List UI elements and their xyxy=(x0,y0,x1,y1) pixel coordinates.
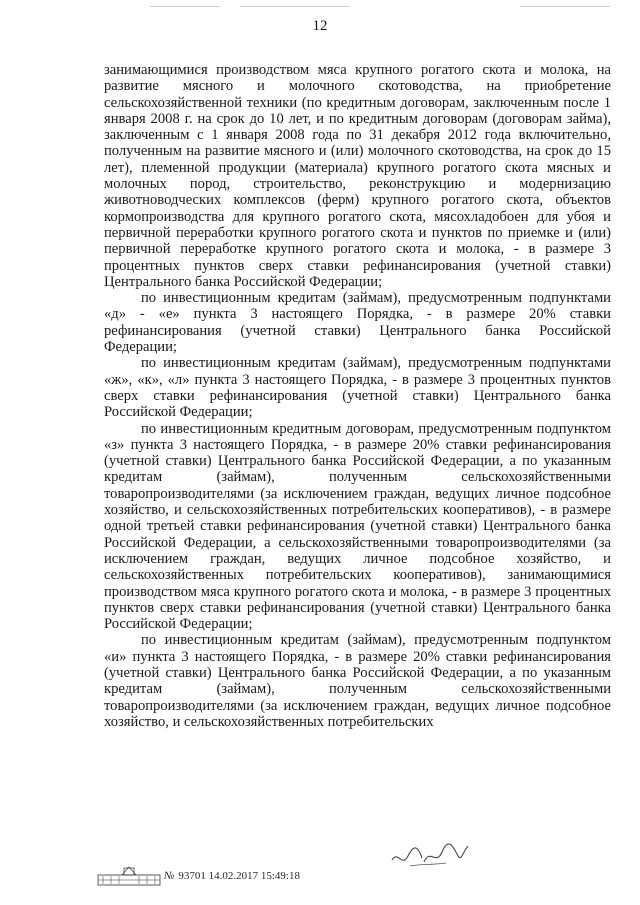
registration-number-date: 93701 14.02.2017 15:49:18 xyxy=(178,870,300,882)
paragraph-z: по инвестиционным кредитным договорам, предусмотренным подпунктом «з» пункта 3 настоящего Порядка, - в размере 20% ставки рефинансирования (учетной ставки) Центрального банка Российской Федерации, а по указанным кредитам (займам), полученным сельскохозяйственными товаропроизводителями (за исключением граждан, ведущих личное подсобное хозяйство, и сельскохозяйственных потребительских кооперативов), - в размере одной третьей ставки рефинансирования (учетной ставки) Центрального банка Российской Федерации, а сельскохозяйственными товаропроизводителями (за исключением граждан, ведущих личное подсобное хозяйство, и сельскохозяйственных потребительских кооперативов), занимающимися производством мяса крупного рогатого скота и молока, - в размере 3 процентных пунктов сверх ставки рефинансирования (учетной ставки) Центрального банка Российской Федерации; xyxy=(104,420,611,633)
number-sign: № xyxy=(164,870,175,882)
paragraph-zh-k-l: по инвестиционным кредитам (займам), предусмотренным подпунктами «ж», «к», «л» пункта 3 настоящего Порядка, - в размере 3 процентных пунктов сверх ставки рефинансирования (учетной ставки) Центрального банка Российской Федерации; xyxy=(104,355,611,421)
scan-artifact xyxy=(150,6,220,7)
page-number: 12 xyxy=(312,18,328,34)
scan-artifact xyxy=(240,6,350,7)
paragraph-i: по инвестиционным кредитам (займам), предусмотренным подпунктом «и» пункта 3 настоящего Порядка, - в размере 20% ставки рефинансирования (учетной ставки) Центрального банка Российской Федерации, а по указанным кредитам (займам), полученным сельскохозяйственными товаропроизводителями (за исключением граждан, ведущих личное подсобное хозяйство, и сельскохозяйственных потребительских xyxy=(104,632,611,730)
handwritten-signature xyxy=(388,838,470,872)
registry-stamp-icon xyxy=(97,866,161,886)
document-body xyxy=(104,62,611,730)
paragraph-d-e: по инвестиционным кредитам (займам), предусмотренным подпунктами «д» - «е» пункта 3 настоящего Порядка, - в размере 20% ставки рефинансирования (учетной ставки) Центрального банка Российской Федерации; xyxy=(104,290,611,356)
document-registration-stamp xyxy=(164,870,300,882)
paragraph-continuation: занимающимися производством мяса крупного рогатого скота и молока, на развитие мясного и молочного скотоводства, на приобретение сельскохозяйственной техники (по кредитным договорам, заключенным после 1 января 2008 г. на срок до 10 лет, и по кредитным договорам (договорам займа), заключенным с 1 января 2008 года по 31 декабря 2012 года включительно, полученным на развитие мясного и (или) молочного скотоводства, на срок до 15 лет), племенной продукции (материала) крупного рогатого скота мясных и молочных пород, строительство, реконструкцию и модернизацию животноводческих комплексов (ферм) крупного рогатого скота, объектов кормопроизводства для крупного рогатого скота, мясохладобоен для убоя и первичной переработки крупного рогатого скота и пунктов по приемке и (или) первичной переработке крупного рогатого скота и молока, - в размере 3 процентных пунктов сверх ставки рефинансирования (учетной ставки) Центрального банка Российской Федерации; xyxy=(104,62,611,290)
scan-artifact xyxy=(520,6,610,7)
